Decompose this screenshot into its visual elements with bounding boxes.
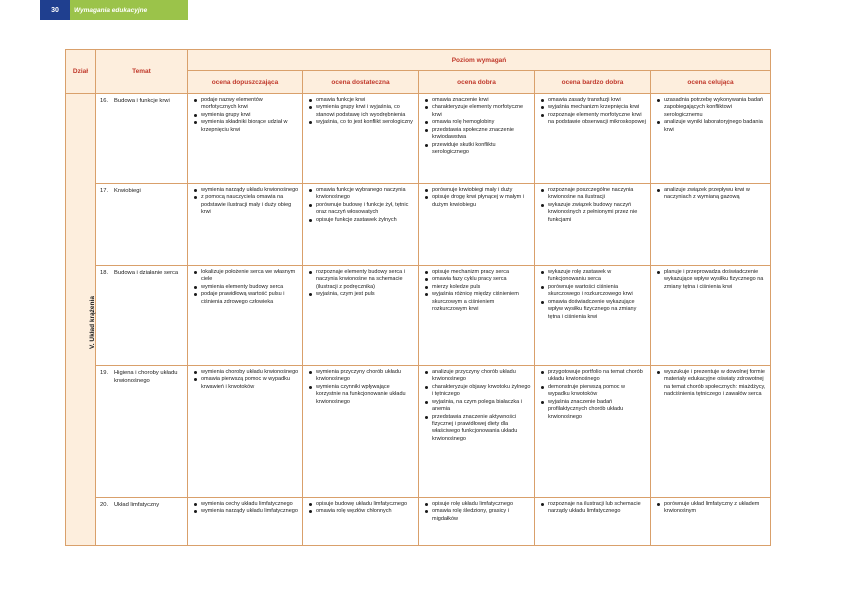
requirement-cell: [303, 498, 419, 546]
requirement-cell: [535, 266, 651, 366]
requirement-item: przedstawia znaczenie aktywności fizycznej i prawidłowej diety dla właściwego funkcjonowania układu krwionośnego: [424, 414, 531, 444]
requirement-item: przygotowuje portfolio na temat chorób układu krwionośnego: [540, 369, 647, 384]
requirement-item: z pomocą nauczyciela omawia na podstawie ilustracji mały i duży obieg krwi: [193, 194, 299, 216]
col-temat-header: Temat: [96, 50, 188, 94]
requirement-item: opisuje funkcje zastawek żylnych: [308, 217, 415, 224]
requirement-list: [651, 266, 770, 293]
requirement-list: [535, 94, 650, 129]
requirement-item: wymienia choroby układu krwionośnego: [193, 369, 299, 376]
table-row: [66, 184, 771, 266]
requirement-cell: [419, 94, 535, 184]
requirement-item: wyjaśnia, co to jest konflikt serologiczny: [308, 119, 415, 126]
topic-number: 20.: [100, 502, 109, 508]
requirement-item: omawia znaczenie krwi: [424, 97, 531, 104]
requirement-item: mierzy koledze puls: [424, 284, 531, 291]
requirement-list: [303, 266, 418, 301]
topic-number: 18.: [100, 270, 109, 276]
requirement-list: [419, 366, 534, 445]
grade-header: ocena bardzo dobra: [535, 71, 651, 94]
requirement-list: [419, 266, 534, 316]
requirement-list: [419, 94, 534, 158]
requirement-item: przedstawia społeczne znaczenie krwiodawstwa: [424, 127, 531, 142]
requirement-item: omawia fazy cyklu pracy serca: [424, 276, 531, 283]
requirement-item: porównuje układ limfatyczny z układem krwionośnym: [656, 501, 767, 516]
requirement-list: [651, 498, 770, 518]
requirement-item: analizuje przyczyny chorób układu krwionośnego: [424, 369, 531, 384]
requirement-item: wymienia cechy układu limfatycznego: [193, 501, 299, 508]
topic-number: 17.: [100, 188, 109, 194]
topic-cell: [96, 94, 188, 184]
table-row: [66, 266, 771, 366]
requirement-list: [303, 94, 418, 129]
requirement-item: wyjaśnia różnicę między ciśnieniem skurczowym a ciśnieniem rozkurczowym krwi: [424, 291, 531, 313]
requirement-list: [188, 94, 302, 136]
topic-cell: [96, 498, 188, 546]
topic-cell: [96, 266, 188, 366]
section-label: V. Układ krążenia: [88, 295, 96, 349]
requirement-list: [419, 184, 534, 211]
grade-header: ocena dopuszczająca: [188, 71, 303, 94]
requirement-item: porównuje krwiobiegi mały i duży: [424, 187, 531, 194]
requirement-item: wyjaśnia mechanizm krzepnięcia krwi: [540, 104, 647, 111]
requirement-list: [303, 498, 418, 518]
requirements-table: [65, 49, 771, 546]
requirement-cell: [303, 366, 419, 498]
requirement-item: omawia funkcje wybranego naczynia krwionośnego: [308, 187, 415, 202]
requirement-item: omawia rolę hemoglobiny: [424, 119, 531, 126]
requirement-list: [651, 184, 770, 204]
topic-title: Higiena i choroby układu krwionośnego: [114, 370, 178, 384]
requirement-cell: [303, 94, 419, 184]
requirement-cell: [303, 266, 419, 366]
requirement-list: [188, 266, 302, 308]
grade-header: ocena celująca: [651, 71, 771, 94]
requirement-item: charakteryzuje elementy morfotyczne krwi: [424, 104, 531, 119]
requirement-cell: [303, 184, 419, 266]
requirement-item: rozpoznaje elementy morfotyczne krwi na podstawie obserwacji mikroskopowej: [540, 112, 647, 127]
requirement-item: wyjaśnia, czym jest puls: [308, 291, 415, 298]
requirement-item: podaje nazwy elementów morfotycznych krwi: [193, 97, 299, 112]
requirement-list: [419, 498, 534, 525]
requirement-item: planuje i przeprowadza doświadczenie wykazujące wpływ wysiłku fizycznego na zmiany tętna i ciśnienia krwi: [656, 269, 767, 291]
requirement-list: [188, 498, 302, 518]
requirement-item: lokalizuje położenie serca we własnym ciele: [193, 269, 299, 284]
topic-cell: [96, 184, 188, 266]
requirement-item: wymienia czynniki wpływające korzystnie na funkcjonowanie układu krwionośnego: [308, 384, 415, 406]
requirement-item: przewiduje skutki konfliktu serologicznego: [424, 142, 531, 157]
section-cell: [66, 94, 96, 546]
requirement-list: [535, 184, 650, 226]
requirement-item: rozpoznaje poszczególne naczynia krwionośne na ilustracji: [540, 187, 647, 202]
requirement-item: wymienia przyczyny chorób układu krwionośnego: [308, 369, 415, 384]
requirement-item: omawia funkcje krwi: [308, 97, 415, 104]
requirement-item: wymienia narządy układu limfatycznego: [193, 508, 299, 515]
requirement-cell: [188, 498, 303, 546]
requirement-cell: [535, 94, 651, 184]
requirement-item: wyjaśnia znaczenie badań profilaktycznych chorób układu krwionośnego: [540, 399, 647, 421]
requirement-cell: [651, 94, 771, 184]
requirement-item: rozpoznaje na ilustracji lub schemacie narządy układu limfatycznego: [540, 501, 647, 516]
requirement-cell: [188, 94, 303, 184]
requirement-item: analizuje związek przepływu krwi w naczyniach z wymianą gazową: [656, 187, 767, 202]
requirement-item: porównuje wartości ciśnienia skurczowego i rozkurczowego krwi: [540, 284, 647, 299]
topic-title: Budowa i działanie serca: [114, 270, 179, 276]
requirement-item: porównuje budowę i funkcje żył, tętnic oraz naczyń włosowatych: [308, 202, 415, 217]
requirement-cell: [188, 366, 303, 498]
table-row: [66, 498, 771, 546]
page-header: [40, 0, 188, 20]
requirement-list: [188, 184, 302, 219]
requirement-item: wyszukuje i prezentuje w dowolnej formie materiały edukacyjne oświaty zdrowotnej na temat chorób społecznych: miażdżycy, nadciśnienia tętniczego i zawałów serca: [656, 369, 767, 399]
requirement-item: omawia doświadczenie wykazujące wpływ wysiłku fizycznego na zmiany tętna i ciśnienia krwi: [540, 299, 647, 321]
requirements-table-wrap: [65, 49, 770, 546]
requirement-list: [535, 498, 650, 518]
topic-title: Krwiobiegi: [114, 188, 141, 194]
header-title: Wymagania edukacyjne: [70, 0, 188, 20]
table-row: [66, 366, 771, 498]
requirement-cell: [419, 498, 535, 546]
requirement-cell: [651, 366, 771, 498]
requirement-item: wymienia grupy krwi i wyjaśnia, co stanowi podstawę ich wyodrębnienia: [308, 104, 415, 119]
requirement-list: [303, 184, 418, 226]
requirement-cell: [188, 184, 303, 266]
requirement-item: wymienia grupy krwi: [193, 112, 299, 119]
requirement-cell: [419, 266, 535, 366]
requirement-item: opisuje budowę układu limfatycznego: [308, 501, 415, 508]
requirement-list: [188, 366, 302, 393]
page-number: 30: [40, 0, 70, 20]
requirement-item: omawia pierwszą pomoc w wypadku krwawień i krwotoków: [193, 376, 299, 391]
requirement-list: [651, 366, 770, 401]
requirement-list: [535, 366, 650, 423]
requirement-item: opisuje rolę układu limfatycznego: [424, 501, 531, 508]
requirement-item: wyjaśnia, na czym polega białaczka i anemia: [424, 399, 531, 414]
requirement-item: wymienia narządy układu krwionośnego: [193, 187, 299, 194]
topic-title: Układ limfatyczny: [114, 502, 160, 508]
requirement-cell: [419, 366, 535, 498]
requirement-cell: [535, 366, 651, 498]
requirement-item: charakteryzuje objawy krwotoku żylnego i tętniczego: [424, 384, 531, 399]
requirement-item: opisuje mechanizm pracy serca: [424, 269, 531, 276]
requirement-item: wykazuje związek budowy naczyń krwionośnych z pełnionymi przez nie funkcjami: [540, 202, 647, 224]
requirement-list: [303, 366, 418, 408]
requirement-item: uzasadnia potrzebę wykonywania badań zapobiegających konfliktowi serologicznemu: [656, 97, 767, 119]
grade-header: ocena dostateczna: [303, 71, 419, 94]
requirement-item: analizuje wyniki laboratoryjnego badania krwi: [656, 119, 767, 134]
grade-header: ocena dobra: [419, 71, 535, 94]
col-poziom-header: Poziom wymagań: [188, 50, 771, 71]
requirement-item: omawia zasady transfuzji krwi: [540, 97, 647, 104]
requirement-list: [651, 94, 770, 136]
requirement-item: rozpoznaje elementy budowy serca i naczynia krwionośne na schemacie (ilustracji z podręcznika): [308, 269, 415, 291]
requirement-item: wymienia elementy budowy serca: [193, 284, 299, 291]
table-row: [66, 94, 771, 184]
topic-title: Budowa i funkcje krwi: [114, 98, 170, 104]
requirement-cell: [651, 266, 771, 366]
requirement-item: omawia rolę węzłów chłonnych: [308, 508, 415, 515]
requirement-item: demonstruje pierwszą pomoc w wypadku krwotoków: [540, 384, 647, 399]
requirement-cell: [651, 184, 771, 266]
col-dzial-header: Dział: [66, 50, 96, 94]
requirement-item: opisuje drogę krwi płynącej w małym i dużym krwiobiegu: [424, 194, 531, 209]
requirement-item: wykazuje rolę zastawek w funkcjonowaniu serca: [540, 269, 647, 284]
requirement-cell: [535, 184, 651, 266]
requirement-cell: [651, 498, 771, 546]
requirement-item: wymienia składniki biorące udział w krzepnięciu krwi: [193, 119, 299, 134]
topic-number: 16.: [100, 98, 109, 104]
requirement-list: [535, 266, 650, 323]
topic-cell: [96, 366, 188, 498]
requirement-cell: [188, 266, 303, 366]
requirement-cell: [535, 498, 651, 546]
requirement-item: podaje prawidłową wartość pulsu i ciśnienia zdrowego człowieka: [193, 291, 299, 306]
requirement-cell: [419, 184, 535, 266]
topic-number: 19.: [100, 370, 109, 376]
requirement-item: omawia rolę śledziony, grasicy i migdałków: [424, 508, 531, 523]
